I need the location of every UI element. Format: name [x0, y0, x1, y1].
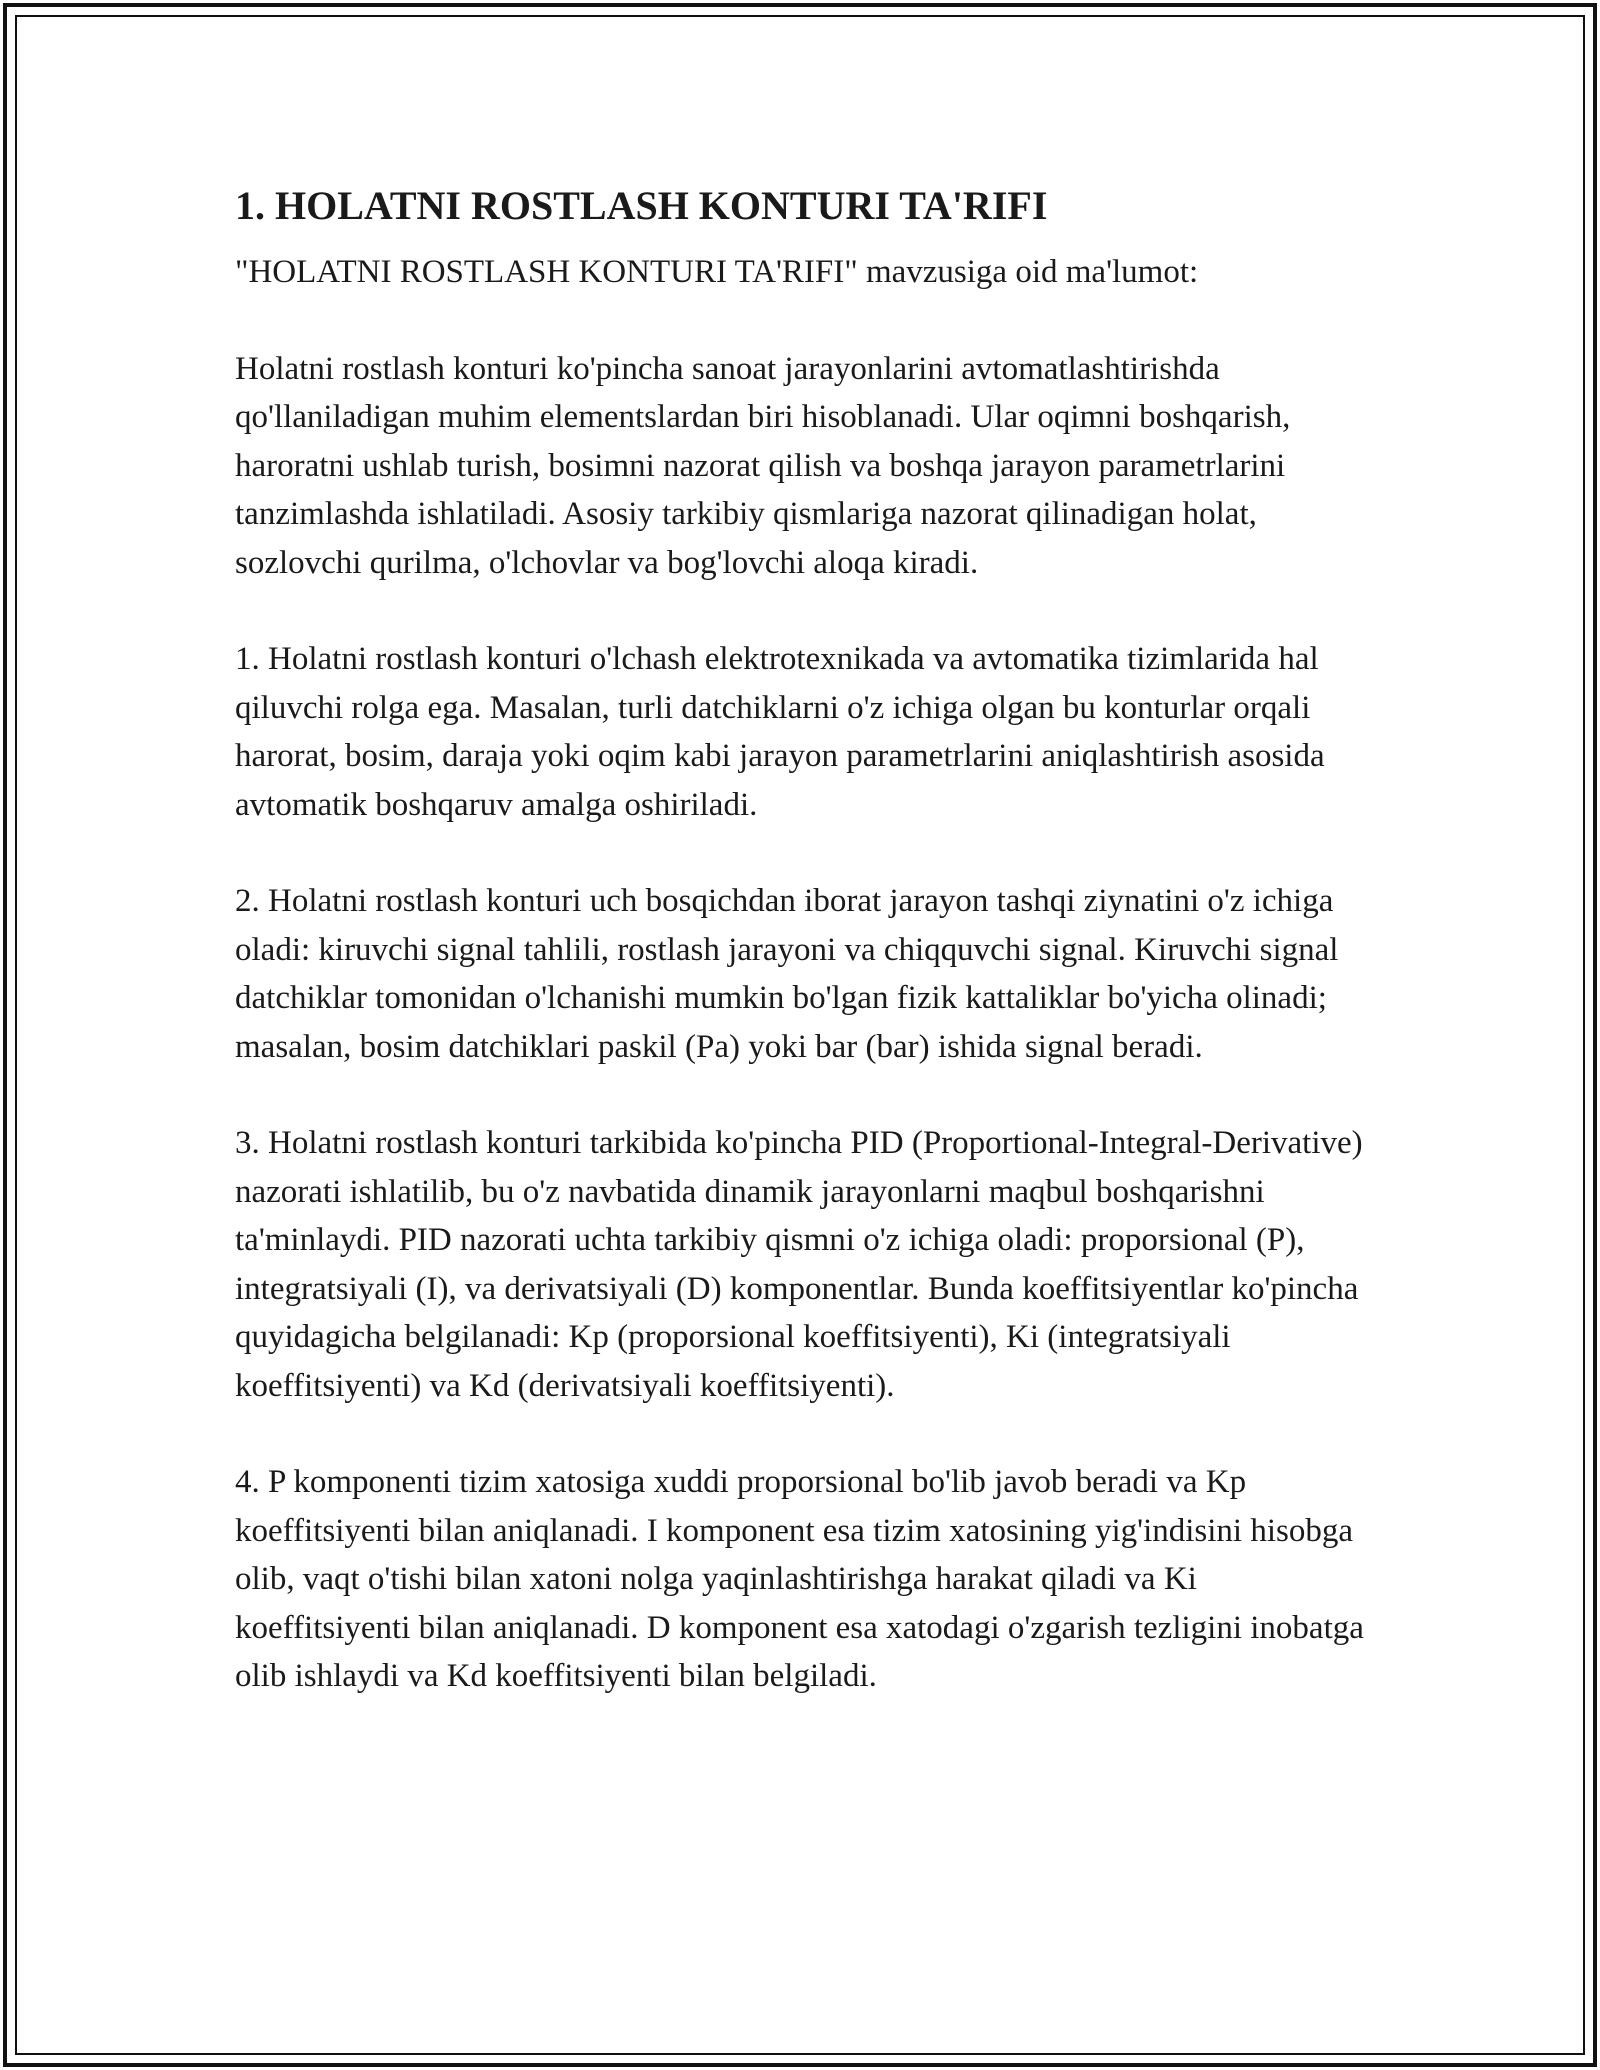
section-heading: 1. HOLATNI ROSTLASH KONTURI TA'RIFI [235, 183, 1048, 228]
paragraph-1: 1. Holatni rostlash konturi o'lchash elektrotexnikada va avtomatika tizimlarida hal qiluvchi rolga ega. Masalan, turli datchiklarni o'z ichiga olgan bu konturlar orqali harorat, bosim, daraja yoki oqim kabi jarayon parametrlarini aniqlashtirish asosida avtomatik boshqaruv amalga oshiriladi. [235, 641, 1325, 823]
paragraph-4: 4. P komponenti tizim xatosiga xuddi proporsional bo'lib javob beradi va Kp koeffitsiyenti bilan aniqlanadi. I komponent esa tizim xatosining yig'indisini hisobga olib, vaqt o'tishi bilan xatoni nolga yaqinlashtirishga harakat qiladi va Ki koeffitsiyenti bilan aniqlanadi. D komponent esa xatodagi o'zgarish tezligini inobatga olib ishlaydi va Kd koeffitsiyenti bilan belgiladi. [235, 1464, 1364, 1694]
document-body [235, 180, 1375, 1749]
paragraph-2: 2. Holatni rostlash konturi uch bosqichdan iborat jarayon tashqi ziynatini o'z ichiga oladi: kiruvchi signal tahlili, rostlash jarayoni va chiqquvchi signal. Kiruvchi signal datchiklar tomonidan o'lchanishi mumkin bo'lgan fizik kattaliklar bo'yicha olinadi; masalan, bosim datchiklari paskil (Pa) yoki bar (bar) ishida signal beradi. [235, 883, 1339, 1065]
paragraph-3: 3. Holatni rostlash konturi tarkibida ko'pincha PID (Proportional-Integral-Derivative) nazorati ishlatilib, bu o'z navbatida dinamik jarayonlarni maqbul boshqarishni ta'minlaydi. PID nazorati uchta tarkibiy qismni o'z ichiga oladi: proporsional (P), integratsiyali (I), va derivatsiyali (D) komponentlar. Bunda koeffitsiyentlar ko'pincha quyidagicha belgilanadi: Kp (proporsional koeffitsiyenti), Ki (integratsiyali koeffitsiyenti) va Kd (derivatsiyali koeffitsiyenti). [235, 1125, 1363, 1404]
intro-line: "HOLATNI ROSTLASH KONTURI TA'RIFI" mavzusiga oid ma'lumot: [235, 254, 1199, 290]
paragraph-overview: Holatni rostlash konturi ko'pincha sanoat jarayonlarini avtomatlashtirishda qo'llaniladigan muhim elementslardan biri hisoblanadi. Ular oqimni boshqarish, haroratni ushlab turish, bosimni nazorat qilish va boshqa jarayon parametrlarini tanzimlashda ishlatiladi. Asosiy tarkibiy qismlariga nazorat qilinadigan holat, sozlovchi qurilma, o'lchovlar va bog'lovchi aloqa kiradi. [235, 350, 1291, 581]
